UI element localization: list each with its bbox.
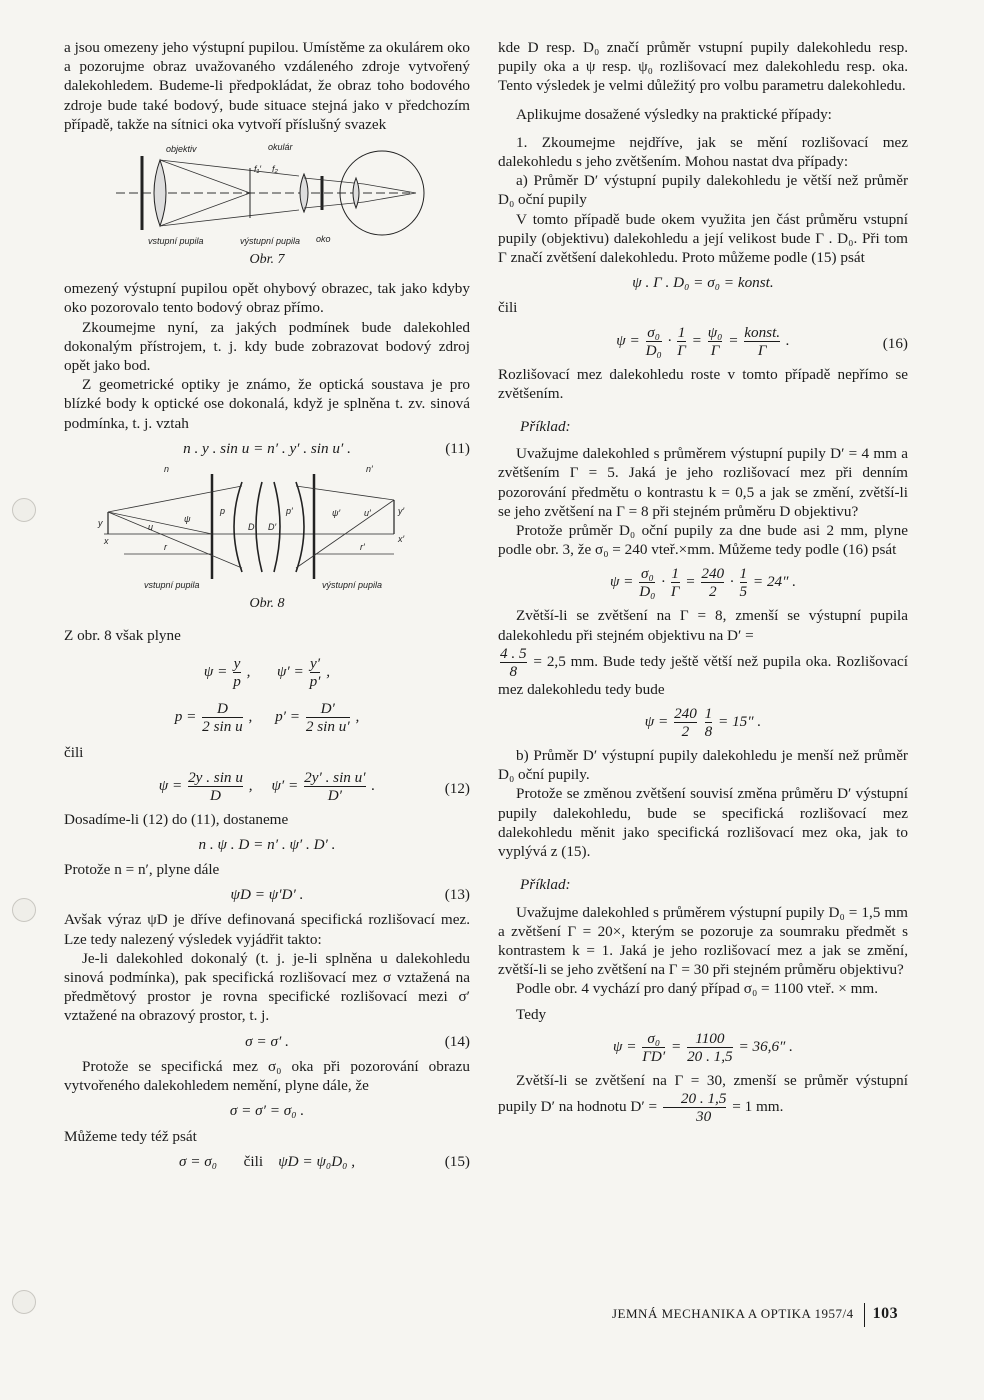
label: D′	[268, 522, 277, 533]
paragraph-text: Zvětší-li se zvětšení na Γ = 30, zmenší se průměr výstupní pupily D′ na hodnotu D′ =	[498, 1071, 908, 1115]
fraction: $\frac{4 . 5}{8}$	[500, 644, 527, 680]
label: p′	[286, 506, 293, 517]
label: okulár	[268, 142, 293, 153]
paragraph: a jsou omezeny jeho výstupní pupilou. Umístěme za okulárem oko a pozorujme obraz uvažovaného vzdáleného zdroje vytvořený dalekohledem. Budeme-li předpokládat, že obraz toho bodového zdroje bude také bodový, bude situace stejná jako v předchozím případě, takže na sítnici oka vytvoří příslušný svazek	[64, 39, 470, 133]
text-tedy: Tedy	[516, 1005, 547, 1023]
label: ψ	[184, 514, 191, 525]
equation-p: p = $\frac{D}{\text{2 sin u}}$ , p′ = $\frac{D'}{\text{2 sin u′}}$ ,	[174, 700, 360, 736]
left-column	[64, 38, 470, 1177]
equation-psi: ψ = $\frac{y}{p}$ , ψ′ = $\frac{y'}{p'}$ ,	[203, 655, 331, 691]
paragraph: 1. Zkoumejme nejdříve, jak se mění rozlišovací mez dalekohledu s jeho zvětšením. Mohou nastat dva případy:	[498, 133, 908, 171]
paragraph	[498, 1071, 908, 1125]
equation-number: (16)	[882, 334, 908, 352]
equation-body: σ = σ′ .	[245, 1032, 289, 1050]
label: f₂	[272, 164, 278, 175]
paragraph-continuation: = 2,5 mm. Bude tedy ještě větší než pupila oka. Rozlišovací mez dalekohledu tedy bude	[498, 652, 908, 698]
example-title: Příklad:	[520, 418, 571, 436]
paragraph: Uvažujme dalekohled s průměrem výstupní pupily D₀ = 1,5 mm a zvětšení Γ = 20×, kterým se pozoruje za soumraku předmět s kontrastem k = 1. Jaká je jeho rozlišovací mez a jak se změní, zvětší-li se jeho zvětšení na Γ = 30 při stejném průměru objektivu?	[498, 903, 908, 979]
equation-body: n . y . sin u = n′ . y′ . sin u′ .	[183, 439, 351, 457]
paragraph: V tomto případě bude okem využita jen část průměru vstupní pupily (objektivu) dalekohledu a její velikost bude Γ . D₀. Při tom Γ značí zvětšení dalekohledu. Proto můžeme podle (15) psát	[498, 210, 908, 267]
paragraph: omezený výstupní pupilou opět ohybový obrazec, tak jako kdyby oko pozorovalo tento bodový obraz přímo.	[64, 280, 470, 317]
label: ψ′	[332, 508, 341, 519]
paragraph: Protože se změnou zvětšení souvisí změna průměru D′ výstupní pupily dalekohledu, bude se specifická rozlišovací mez dalekohledu měnit jako specifická rozlišovací mez oka, jak to vyplývá z (15).	[498, 785, 908, 861]
label: u	[148, 522, 154, 533]
figure-7	[64, 138, 470, 269]
paragraph: Uvažujme dalekohled s průměrem výstupní pupily D′ = 4 mm a zvětšením Γ = 5. Jaká je jeho rozlišovací mez při denním pozorování předmětu o kontrastu k = 0,5 a jak se změní, zvětší-li se jeho zvětšení na Γ = 8 při stejném průměru D objektivu?	[498, 445, 908, 520]
paragraph: Protože n = n′, plyne dále	[64, 861, 220, 879]
label: u′	[364, 508, 371, 519]
equation-number: (11)	[445, 439, 470, 457]
equation-part: σ = σ₀	[178, 1152, 218, 1170]
paragraph: Můžeme tedy též psát	[64, 1127, 197, 1145]
label: výstupní pupila	[322, 580, 383, 591]
equation-12: ψ = $\frac{\text{2y . sin u}}{D}$ , ψ′ = $\frac{\text{2y′ . sin u′}}{D'}$ . (12)	[158, 768, 470, 804]
text-cili: čili	[64, 744, 84, 762]
paragraph-continuation: = 1 mm.	[732, 1097, 784, 1115]
label: oko	[316, 234, 331, 245]
paragraph: Protože se specifická mez σ₀ oka při pozorování obrazu vytvořeného dalekohledem nemění, plyne dále, že	[64, 1057, 470, 1095]
label: n	[164, 464, 170, 475]
equation-part: čili	[243, 1152, 264, 1170]
equation: ψ . Γ . D₀ = σ₀ = konst.	[632, 274, 774, 292]
result-value: = 15″ .	[718, 713, 762, 731]
journal-name: JEMNÁ MECHANIKA A OPTIKA 1957/4	[612, 1305, 854, 1321]
page-footer	[612, 1303, 932, 1327]
paragraph: Podle obr. 4 vychází pro daný případ σ₀ = 1100 vteř. × mm.	[516, 980, 878, 998]
paragraph: Zvětší-li se zvětšení na Γ = 8, zmenší se výstupní pupila dalekohledu při stejném objektivu na D′ =	[498, 607, 908, 644]
label: D	[248, 522, 255, 533]
equation-13	[64, 885, 470, 904]
telescope-diagram	[64, 138, 470, 248]
equation-14	[64, 1032, 470, 1051]
punch-hole	[12, 898, 36, 922]
equation-16: ψ = $\frac{\text{σ₀}}{\text{D₀}}$ · $\frac{1}{\Gamma}$ = $\frac{\text{ψ₀}}{\Gamma}$ = $\frac{\text{konst.}}{\Gamma}$ . (16)	[616, 323, 908, 359]
equation-result: ψ = $\frac{240}{2}$ $\frac{1}{8}$ = 15″ .	[644, 705, 762, 741]
paragraph: a) Průměr D′ výstupní pupily dalekohledu je větší než průměr D₀ oční pupily	[498, 172, 908, 209]
fraction: $\frac{20 . 1,5}{30}$	[663, 1090, 727, 1125]
label: r′	[360, 542, 365, 553]
sine-condition-diagram	[64, 464, 470, 592]
text-cili: čili	[498, 299, 518, 317]
equation-part: ψD = ψ₀D₀ ,	[278, 1152, 356, 1170]
paragraph: Je-li dalekohled dokonalý (t. j. je-li splněna u dalekohledu sinová podmínka), pak specifická rozlišovací mez σ vztažená na předmětový prostor je rovna specifické rozlišovací mezi σ′ vztažené na obrazový prostor, t. j.	[64, 949, 470, 1025]
equation: n . ψ . D = n′ . ψ′ . D′ .	[198, 835, 336, 853]
label: vstupní pupila	[144, 580, 200, 591]
figure-caption: Obr. 8	[249, 596, 285, 612]
paragraph	[498, 645, 908, 699]
label: x′	[398, 534, 405, 545]
punch-hole	[12, 1290, 36, 1314]
paragraph: Zkoumejme nyní, za jakých podmínek bude dalekohled dokonalým přístrojem, t. j. kdy bude zobrazovat bodový zdroj opět jako bod.	[64, 318, 470, 375]
label: y′	[398, 506, 405, 517]
label: x	[104, 536, 109, 547]
equation-11	[64, 439, 470, 458]
figure-8	[64, 464, 470, 613]
paragraph: Rozlišovací mez dalekohledu roste v tomto případě nepřímo se zvětšením.	[498, 365, 908, 402]
equation-result: ψ = $\frac{\text{σ₀}}{\text{D₀}}$ · $\frac{1}{\Gamma}$ = $\frac{240}{2}$ · $\frac{1}{5}$ = 24″ .	[609, 565, 797, 601]
paragraph: b) Průměr D′ výstupní pupily dalekohledu je menší než průměr D₀ oční pupily.	[498, 747, 908, 784]
footer-divider	[864, 1303, 865, 1327]
label: objektiv	[166, 144, 197, 155]
paragraph: Protože průměr D₀ oční pupily za dne bude asi 2 mm, plyne podle obr. 3, že σ₀ = 240 vteř.×mm. Můžeme tedy podle (16) psát	[498, 522, 908, 559]
right-column	[498, 38, 908, 1125]
example-title: Příklad:	[520, 876, 571, 894]
equation-result: ψ = $\frac{\text{σ₀}}{\Gamma D'}$ = $\frac{1100}{20 . 1,5}$ = 36,6″ .	[613, 1029, 793, 1065]
equation-15	[64, 1152, 470, 1171]
paragraph: Z geometrické optiky je známo, že optická soustava je pro blízké body k optické ose dokonalá, když je splněna t. zv. sinová podmínka, t. j. vztah	[64, 376, 470, 432]
page-number: 103	[872, 1304, 899, 1322]
equation: σ = σ′ = σ₀ .	[229, 1102, 305, 1120]
label: vstupní pupila	[148, 236, 204, 247]
label: n′	[366, 464, 373, 475]
label: výstupní pupila	[240, 236, 301, 247]
result-value: = 36,6″ .	[738, 1037, 793, 1055]
punch-hole	[12, 498, 36, 522]
equation-number: (15)	[444, 1152, 470, 1170]
figure-caption: Obr. 7	[249, 252, 285, 268]
paragraph: Avšak výraz ψD je dříve definovaná specifická rozlišovací mez. Lze tedy nalezený výsledek vyjádřit takto:	[64, 911, 470, 948]
equation-number: (13)	[444, 886, 470, 904]
label: p	[220, 506, 226, 517]
paragraph: Aplikujme dosažené výsledky na praktické případy:	[516, 105, 832, 123]
result-value: = 24″ .	[752, 573, 797, 591]
paragraph: Dosadíme-li (12) do (11), dostaneme	[64, 810, 289, 828]
paragraph: kde D resp. D₀ značí průměr vstupní pupily dalekohledu resp. pupily oka a ψ resp. ψ₀ rozlišovací mez dalekohledu resp. oka. Tento výsledek je velmi důležitý pro volbu parametru dalekohledu.	[498, 39, 908, 95]
equation-number: (14)	[444, 1032, 470, 1050]
label: y	[98, 518, 103, 529]
paragraph: Z obr. 8 však plyne	[64, 627, 181, 645]
label: r	[164, 542, 167, 553]
label: f₁′	[254, 164, 262, 175]
equation-body: ψD = ψ′D′ .	[230, 886, 304, 904]
